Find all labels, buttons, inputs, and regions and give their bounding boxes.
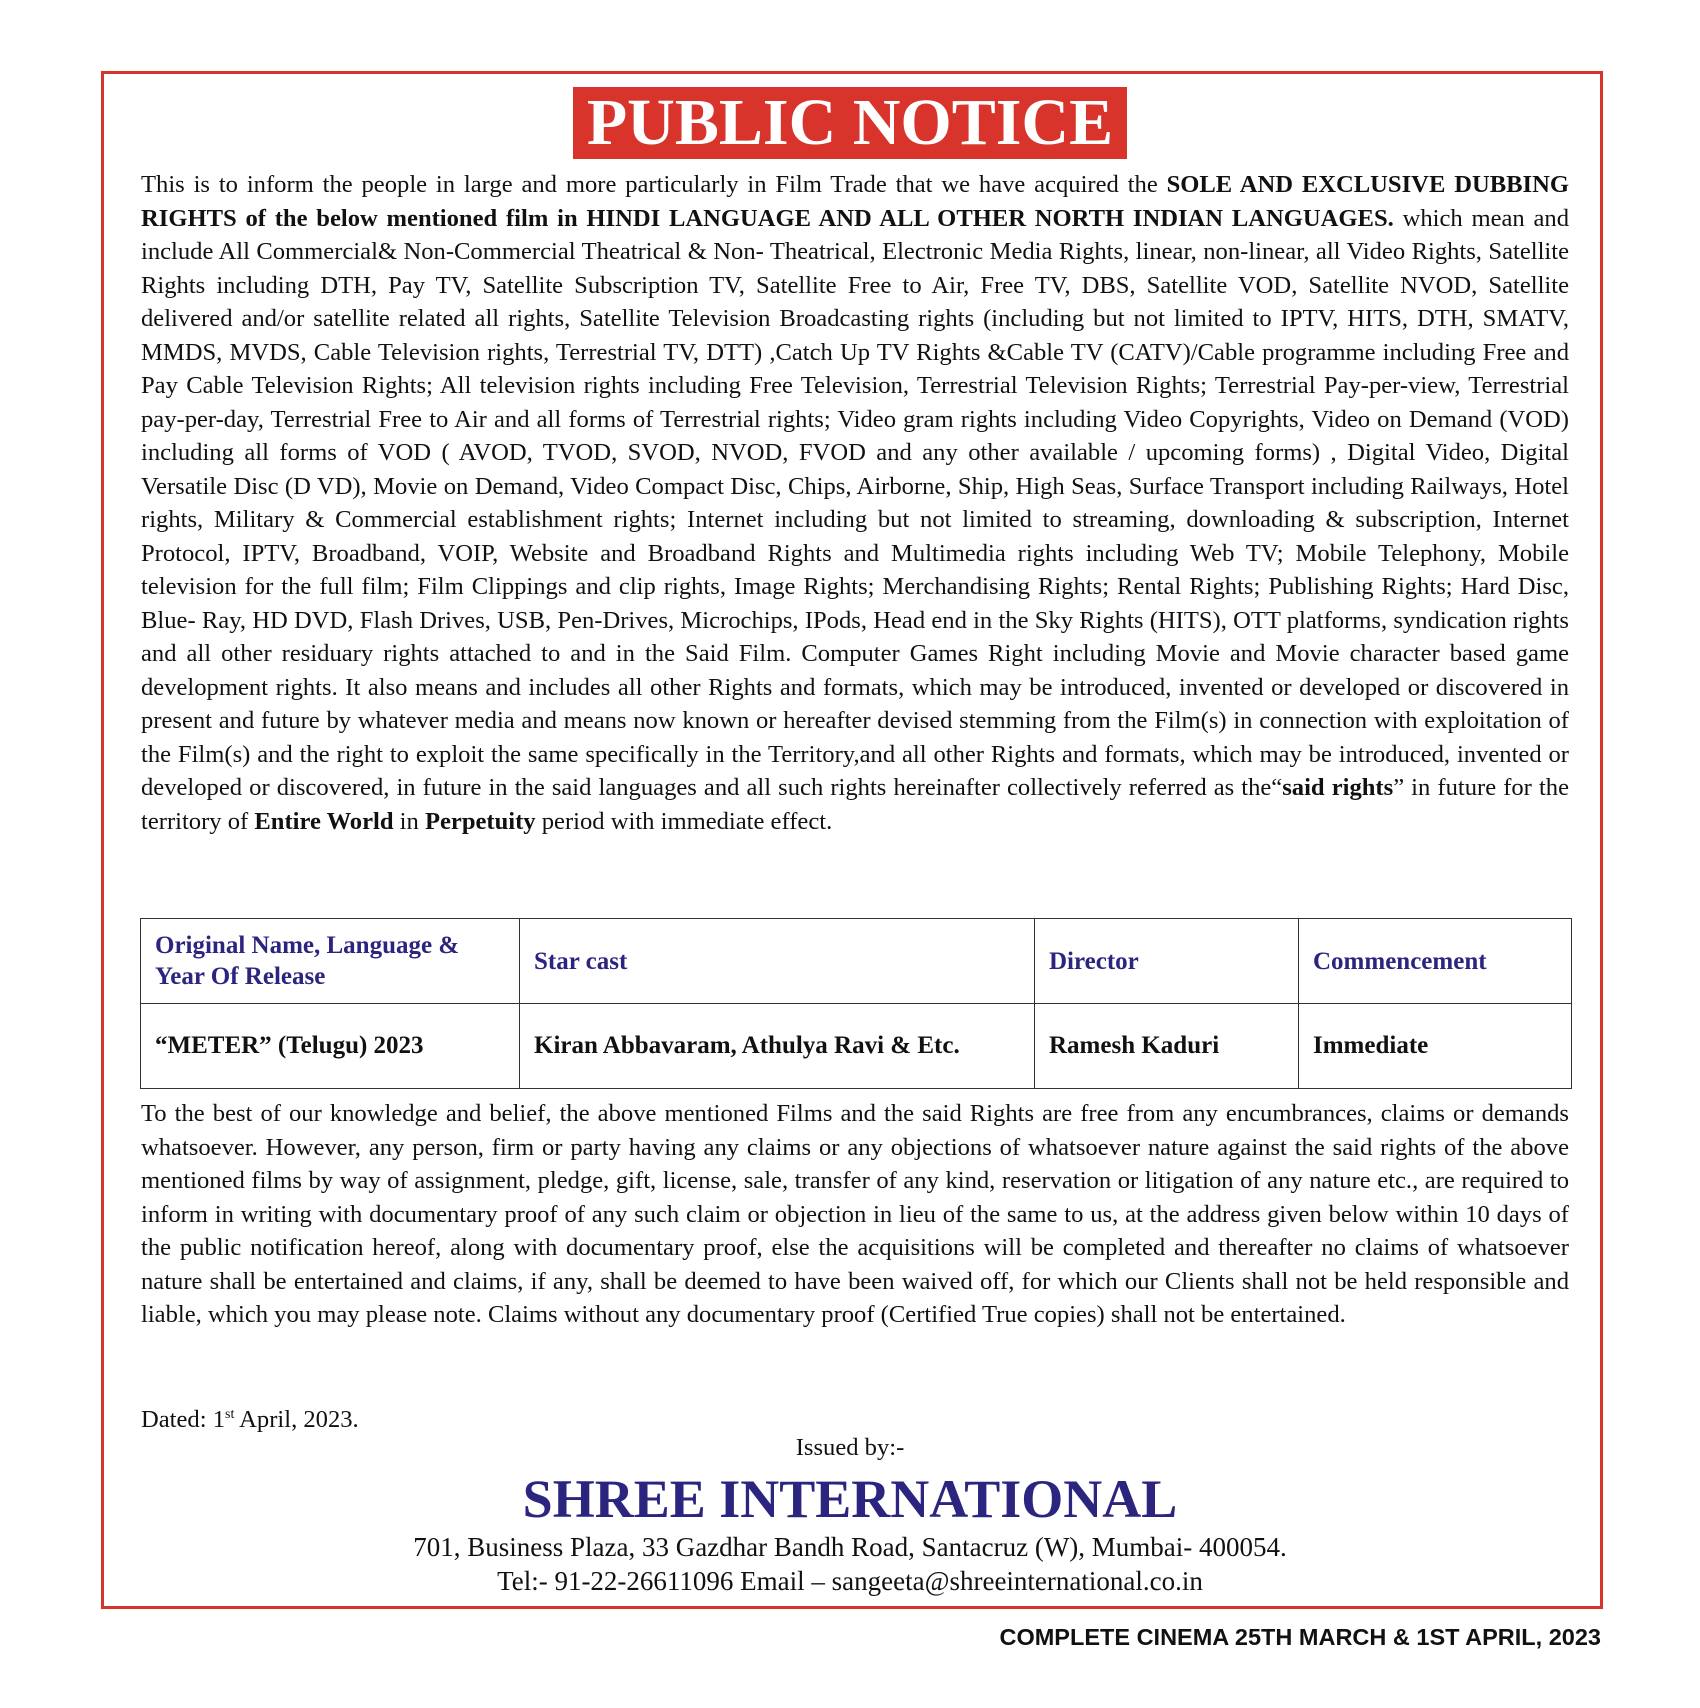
cell-film-name: “METER” (Telugu) 2023 — [141, 1004, 520, 1089]
rights-bold-1: SOLE AND EXCLUSIVE DUBBING RIGHTS of the below mentioned film in HINDI LANGUAGE AND ALL OTHER NORTH INDIAN LANGUAGES. — [141, 171, 1569, 232]
header-commencement: Commencement — [1299, 919, 1572, 1004]
said-rights-bold: said rights — [1282, 774, 1394, 801]
rights-paragraph — [141, 168, 1569, 838]
cell-star-cast: Kiran Abbavaram, Athulya Ravi & Etc. — [520, 1004, 1035, 1089]
claims-paragraph: To the best of our knowledge and belief, the above mentioned Films and the said Rights are free from any encumbrances, claims or demands whatsoever. However, any person, firm or party having any claims or any objections of whatsoever nature against the said rights of the above mentioned films by way of assignment, pledge, gift, license, sale, transfer of any kind, reservation or litigation of any nature etc., are required to inform in writing with documentary proof of any such claim or objection in lieu of the same to us, at the address given below within 10 days of the public notification hereof, along with documentary proof, else the acquisitions will be completed and thereafter no claims of whatsoever nature shall be entertained and claims, if any, shall be deemed to have been waived off, for which our Clients shall not be held responsible and liable, which you may please note. Claims without any documentary proof (Certified True copies) shall not be entertained. — [141, 1100, 1569, 1328]
header-original-name: Original Name, Language & Year Of Release — [141, 919, 520, 1004]
cell-commencement: Immediate — [1299, 1004, 1572, 1089]
rights-text-1: This is to inform the people in large and more particularly in Film Trade that we have acquired the — [141, 171, 1167, 198]
company-name: SHREE INTERNATIONAL — [522, 1469, 1178, 1529]
film-table — [140, 918, 1572, 1089]
period-bold: Perpetuity — [424, 807, 536, 835]
rights-text-5: period with immediate effect. — [535, 807, 833, 835]
issued-by-label: Issued by:- — [795, 1434, 905, 1461]
table-header-row — [141, 919, 1572, 1004]
header-star-cast: Star cast — [520, 919, 1035, 1004]
dated-superscript: st — [225, 1407, 235, 1422]
cell-director: Ramesh Kaduri — [1035, 1004, 1299, 1089]
company-contact: Tel:- 91-22-26611096 Email – sangeeta@shreeinternational.co.in — [497, 1566, 1203, 1596]
table-row — [141, 1004, 1572, 1089]
publication-footer: COMPLETE CINEMA 25TH MARCH & 1ST APRIL, 2023 — [999, 1624, 1601, 1650]
territory-bold: Entire World — [254, 807, 394, 835]
title-wrapper — [0, 87, 1700, 159]
dated-prefix: Dated: 1 — [141, 1406, 226, 1434]
dated-suffix: April, 2023. — [234, 1406, 359, 1434]
company-address: 701, Business Plaza, 33 Gazdhar Bandh Road, Santacruz (W), Mumbai- 400054. — [413, 1532, 1287, 1562]
rights-text-2: which mean and include All Commercial& Non-Commercial Theatrical & Non- Theatrical, Electronic Media Rights, linear, non-linear, all Video Rights, Satellite Rights including DTH, Pay TV, Satellite Subscription TV, Satellite Free to Air, Free TV, DBS, Satellite VOD, Satellite NVOD, Satellite delivered and/or satellite related all rights, Satellite Television Broadcasting rights (including but not limited to IPTV, HITS, DTH, SMATV, MMDS, MVDS, Cable Television rights, Terrestrial TV, DTT) ,Catch Up TV Rights &Cable TV (CATV)/Cable programme including Free and Pay Cable Television Rights; All television rights including Free Television, Terrestrial Television Rights; Terrestrial Pay-per-view, Terrestrial pay-per-day, Terrestrial Free to Air and all forms of Terrestrial rights; Video gram rights including Video Copyrights, Video on Demand (VOD) including all forms of VOD ( AVOD, TVOD, SVOD, NVOD, FVOD and any other available / upcoming forms) , Digital Video, Digital Versatile Disc (D VD), Movie on Demand, Video Compact Disc, Chips, Airborne, Ship, High Seas, Surface Transport including Railways, Hotel rights, Military & Commercial establishment rights; Internet including but not limited to streaming, downloading & subscription, Internet Protocol, IPTV, Broadband, VOIP, Website and Broadband Rights and Multimedia rights including Web TV; Mobile Telephony, Mobile television for the full film; Film Clippings and clip rights, Image Rights; Merchandising Rights; Rental Rights; Publishing Rights; Hard Disc, Blue- Ray, HD DVD, Flash Drives, USB, Pen-Drives, Microchips, IPods, Head end in the Sky Rights (HITS), OTT platforms, syndication rights and all other residuary rights attached to and in the Said Film. Computer Games Right including Movie and Movie character based game development rights. It also means and includes all other Rights and formats, which may be introduced, invented or developed or discovered in present and future by whatever media and means now known or hereafter devised stemming from the Film(s) in connection with exploitation of the Film(s) and the right to exploit the same specifically in the Territory,and all other Rights and formats, which may be introduced, invented or developed or discovered, in future in the said languages and all such rights hereinafter collectively referred as the“ — [141, 204, 1569, 801]
header-director: Director — [1035, 919, 1299, 1004]
rights-text-4: in — [393, 807, 425, 835]
rights-text-3: ” in future for the territory of — [141, 774, 1569, 835]
notice-title: PUBLIC NOTICE — [573, 87, 1127, 159]
